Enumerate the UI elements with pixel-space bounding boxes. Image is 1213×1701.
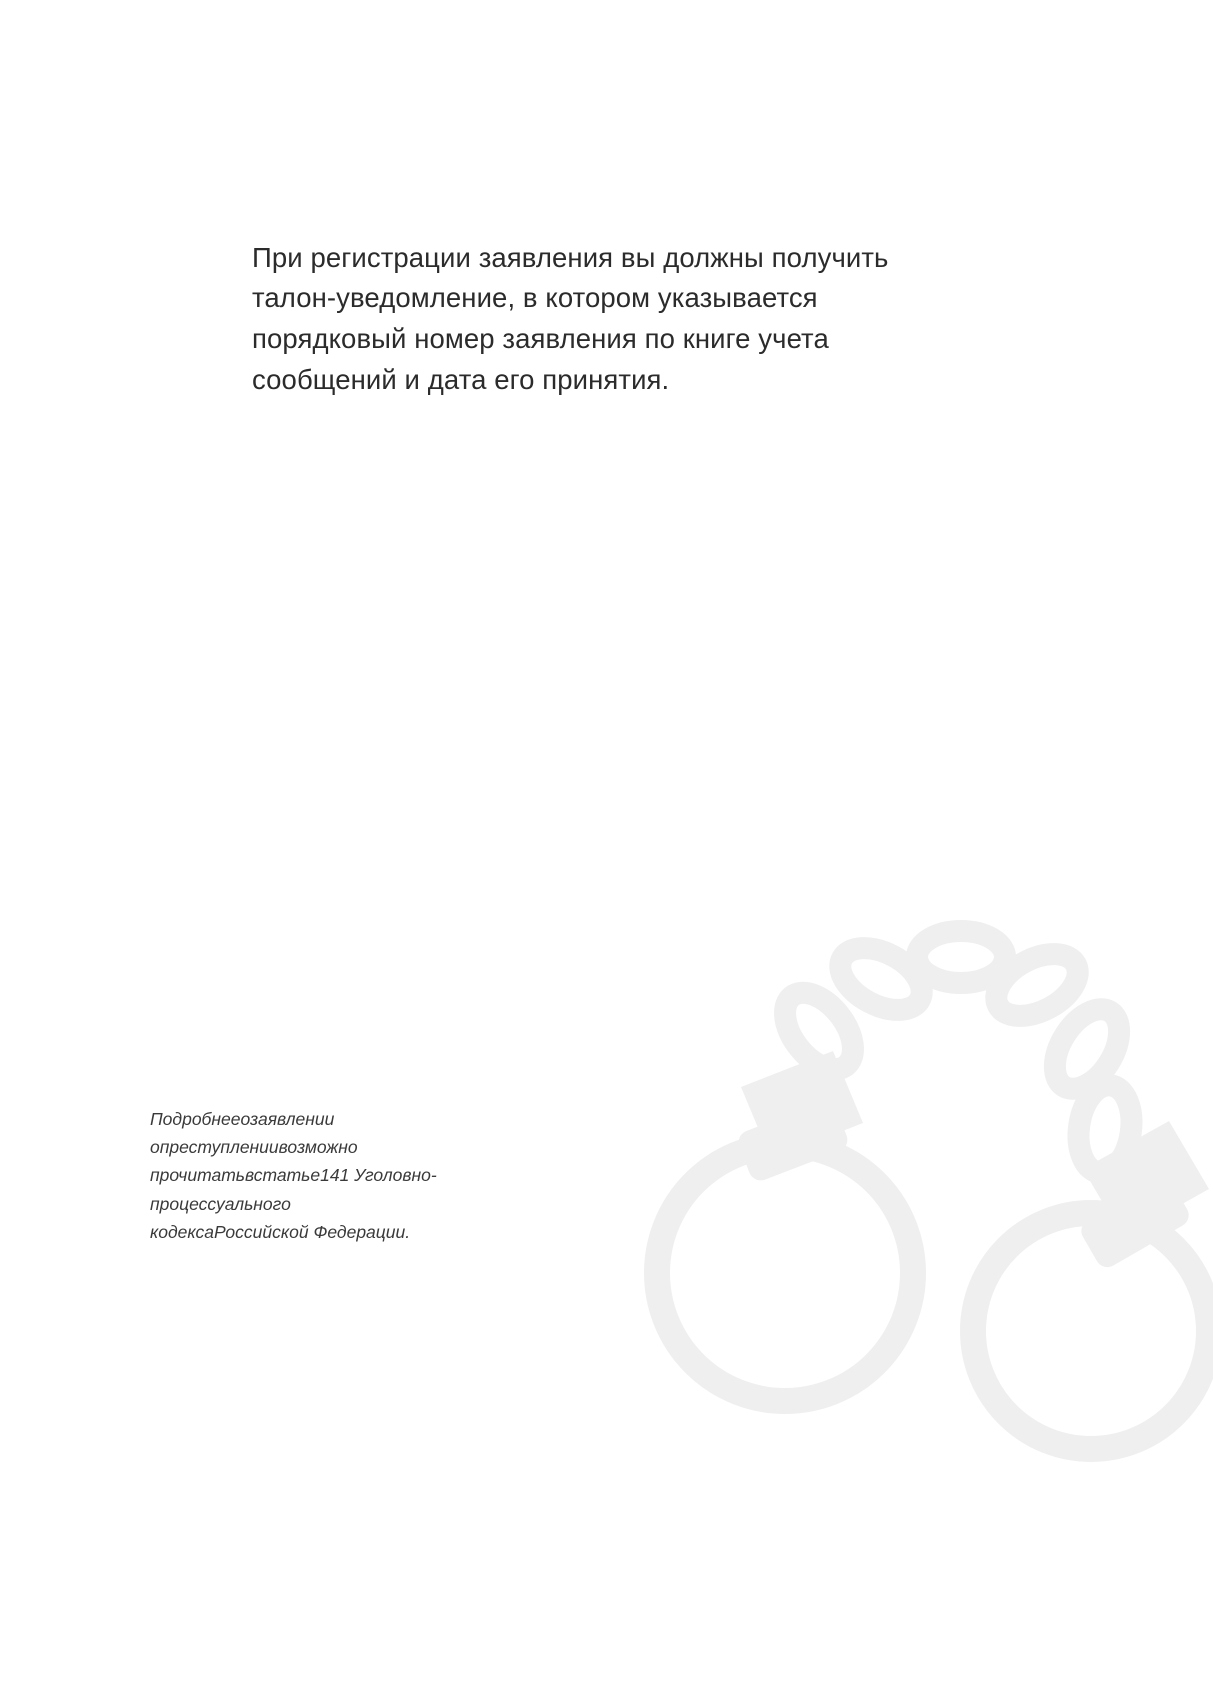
footnote-text: Подробнееозаявлении опреступлениивозможно прочитатьвстатье141 Уголовно-процессуального кодексаРоссийской Федерации. — [150, 1108, 437, 1242]
main-paragraph: При регистрации заявления вы должны получить талон-уведомление, в котором указывается порядковый номер заявления по книге учета сообщений и дата его принятия. — [252, 241, 889, 395]
handcuffs-icon — [613, 901, 1213, 1541]
